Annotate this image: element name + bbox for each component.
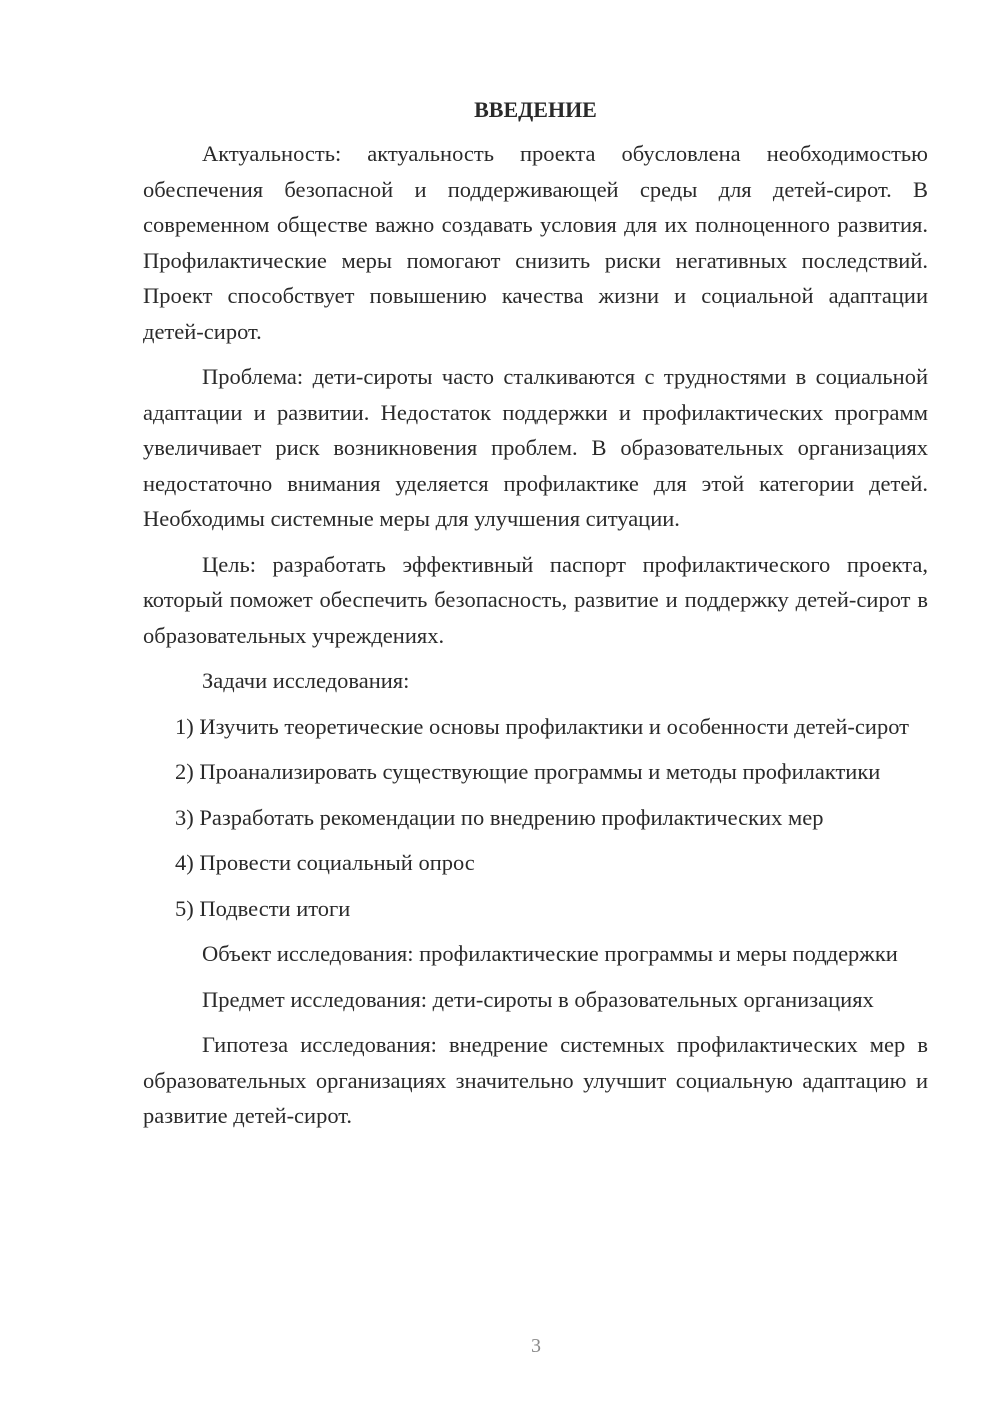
task-item-1: 1) Изучить теоретические основы профилактики и особенности детей-сирот xyxy=(175,713,909,739)
task-item-5: 5) Подвести итоги xyxy=(175,895,351,921)
task-item-2: 2) Проанализировать существующие программы и методы профилактики xyxy=(175,759,881,784)
task-item-3: 3) Разработать рекомендации по внедрению профилактических мер xyxy=(175,804,824,830)
section-title: ВВЕДЕНИЕ xyxy=(474,97,597,122)
paragraph-hypothesis: Гипотеза исследования: внедрение системных профилактических мер в образовательных организациях значительно улучшит социальную адаптацию и развитие детей-сирот. xyxy=(143,1032,928,1128)
document-page xyxy=(143,92,928,1144)
task-item-4: 4) Провести социальный опрос xyxy=(175,850,475,875)
paragraph-subject: Предмет исследования: дети-сироты в образовательных организациях xyxy=(202,986,874,1012)
page-number: 3 xyxy=(531,1335,541,1357)
paragraph-goal: Цель: разработать эффективный паспорт профилактического проекта, который поможет обеспечить безопасность, развитие и поддержку детей-сирот в образовательных учреждениях. xyxy=(143,551,928,648)
tasks-heading: Задачи исследования: xyxy=(202,668,410,693)
paragraph-relevance: Актуальность: актуальность проекта обусловлена необходимостью обеспечения безопасной и поддерживающей среды для детей-сирот. В современном обществе важно создавать условия для их полноценного развития. Профилактические меры помогают снизить риски негативных последствий. Проект способствует повышению качества жизни и социальной адаптации детей-сирот. xyxy=(143,141,928,344)
paragraph-problem: Проблема: дети-сироты часто сталкиваются с трудностями в социальной адаптации и развитии. Недостаток поддержки и профилактических программ увеличивает риск возникновения проблем. В образовательных организациях недостаточно внимания уделяется профилактике для этой категории детей. Необходимы системные меры для улучшения ситуации. xyxy=(143,364,928,531)
paragraph-object: Объект исследования: профилактические программы и меры поддержки xyxy=(202,941,898,966)
